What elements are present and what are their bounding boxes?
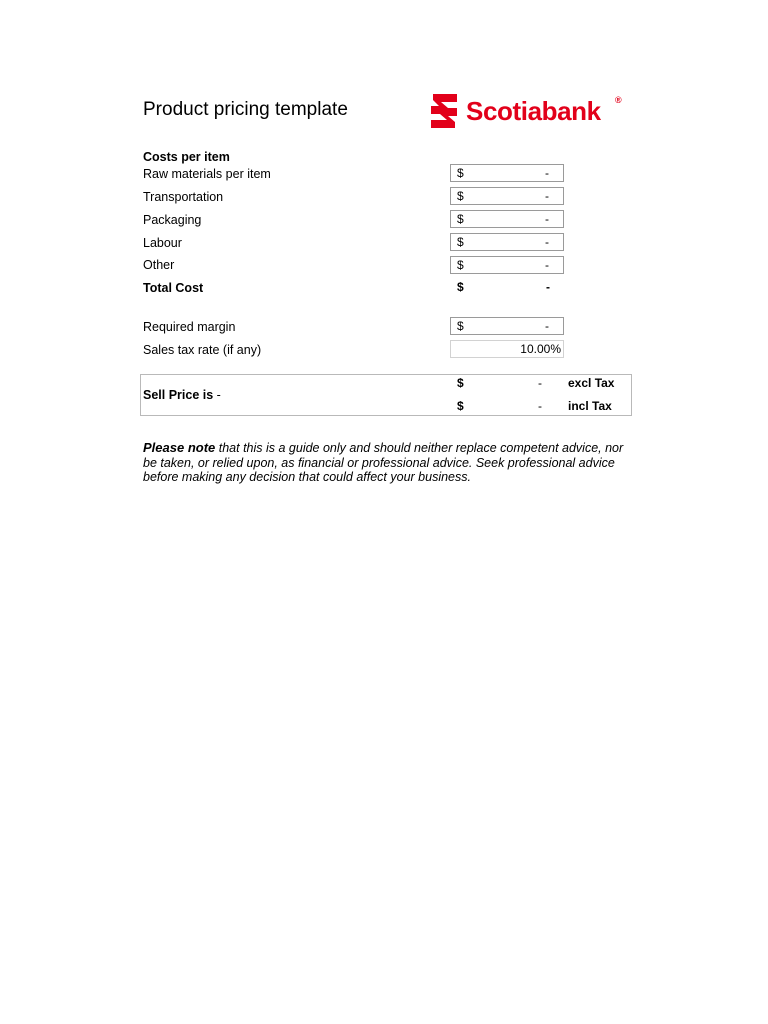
currency-symbol: $ [457, 212, 464, 226]
costs-heading: Costs per item [143, 150, 230, 164]
sales-tax-input[interactable] [450, 340, 564, 358]
scotiabank-s-logo-icon [426, 92, 462, 130]
currency-symbol: $ [457, 189, 464, 203]
packaging-label: Packaging [143, 213, 202, 227]
labour-input[interactable] [450, 233, 564, 251]
currency-symbol: $ [457, 235, 464, 249]
incl-tax-label: incl Tax [568, 399, 612, 413]
other-label: Other [143, 258, 175, 272]
cell-value: - [538, 376, 542, 390]
cell-value: - [546, 280, 550, 294]
registered-mark: ® [615, 95, 622, 105]
total-cost-label: Total Cost [143, 281, 204, 295]
required-margin-input[interactable] [450, 317, 564, 335]
cell-value: - [538, 399, 542, 413]
brand-name: Scotiabank [466, 96, 601, 126]
cell-value: - [545, 189, 549, 203]
brand-logo [426, 92, 626, 130]
packaging-input[interactable] [450, 210, 564, 228]
currency-symbol: $ [457, 280, 464, 294]
disclaimer-lead: Please note [143, 440, 216, 455]
sales-tax-label: Sales tax rate (if any) [143, 343, 262, 357]
currency-symbol: $ [457, 376, 464, 390]
labour-label: Labour [143, 236, 182, 250]
sell-price-incl-row [450, 398, 630, 416]
sell-price-label [143, 387, 221, 403]
disclaimer-text: that this is a guide only and should neither replace competent advice, nor be taken, or relied upon, as financial or professional advice. Seek professional advice before making any decision that could affect your business. [143, 441, 624, 484]
sell-price-box [140, 374, 632, 416]
disclaimer-note [143, 441, 633, 485]
page-title: Product pricing template [143, 99, 348, 120]
currency-symbol: $ [457, 319, 464, 333]
raw-materials-input[interactable] [450, 164, 564, 182]
sell-price-suffix: - [216, 388, 221, 402]
sell-price-excl-row [450, 375, 630, 393]
transportation-input[interactable] [450, 187, 564, 205]
cell-value: - [545, 258, 549, 272]
raw-materials-label: Raw materials per item [143, 167, 271, 181]
required-margin-label: Required margin [143, 320, 236, 334]
currency-symbol: $ [457, 399, 464, 413]
cell-value: - [545, 319, 549, 333]
sell-price-title: Sell Price is [143, 388, 214, 402]
currency-symbol: $ [457, 258, 464, 272]
transportation-label: Transportation [143, 190, 224, 204]
total-cost-value [450, 279, 564, 297]
other-input[interactable] [450, 256, 564, 274]
cell-value: - [545, 212, 549, 226]
excl-tax-label: excl Tax [568, 376, 615, 390]
cell-value: - [545, 235, 549, 249]
currency-symbol: $ [457, 166, 464, 180]
cell-value: 10.00% [520, 342, 561, 356]
cell-value: - [545, 166, 549, 180]
